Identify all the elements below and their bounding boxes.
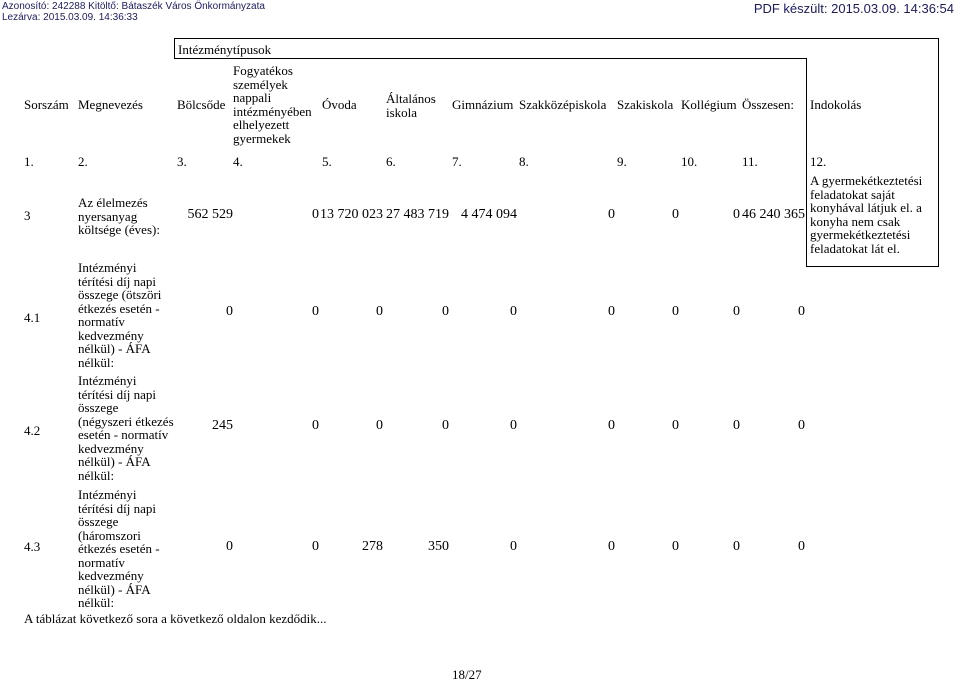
col-header-kollegium: Kollégium: [681, 97, 737, 112]
note-line-6: feladatokat lát el.: [810, 240, 900, 256]
fogyatekos-line-2: személyek: [233, 76, 288, 92]
page-number: 18/27: [452, 667, 482, 682]
row-4-2-name-line-2: térítési díj napi: [78, 386, 156, 402]
col-number-9: 9.: [617, 154, 627, 169]
row-4-3-value-ovoda: 278: [362, 539, 383, 554]
note-column-divider: [806, 58, 807, 266]
row-4-3-value-kollegium: 0: [733, 539, 740, 554]
row-4-1-name-line-3: összege (ötszöri: [78, 287, 162, 302]
row-4-1-name-line-5: normatív: [78, 314, 125, 329]
row-4-2-value-osszesen: 0: [798, 418, 805, 433]
fogyatekos-line-6: gyermekek: [233, 130, 291, 146]
row-4-3-name-line-4: (háromszori: [78, 527, 141, 543]
col-number-1: 1.: [24, 154, 34, 169]
col-number-10: 10.: [681, 154, 698, 169]
row-4-2-name-line-6: kedvezmény: [78, 440, 144, 456]
pdf-created-label: PDF készült: 2015.03.09. 14:36:54: [753, 1, 954, 16]
header-row-divider: [174, 58, 806, 59]
row-4-1-name-line-1: Intézményi: [78, 260, 137, 275]
row-4-2-value-szakkozep: 0: [608, 418, 615, 433]
row-4-1-value-ovoda: 0: [376, 304, 383, 319]
row-4-3-value-gimnazium: 0: [510, 539, 517, 554]
col-number-5: 5.: [322, 154, 332, 169]
row-4-2-name: [78, 374, 174, 482]
note-line-4: konyha nem csak: [810, 213, 901, 229]
row-4-3-name-line-6: normatív: [78, 554, 125, 570]
row-4-2-value-gimnazium: 0: [510, 418, 517, 433]
row-4-3-value-altalanos: 350: [428, 539, 449, 554]
col-number-4: 4.: [233, 154, 243, 169]
row-3-value-gimnazium: 4 474 094: [461, 207, 517, 222]
col-header-altalanos: [386, 92, 436, 119]
row-3-value-altalanos: 27 483 719: [386, 207, 449, 222]
note-box-bottom: [806, 266, 939, 267]
row-4-1-value-osszesen: 0: [798, 304, 805, 319]
row-3-value-ovoda: 13 720 023: [320, 207, 383, 222]
row-4-3-value-fogyatekos: 0: [312, 539, 319, 554]
row-4-3-name-line-1: Intézményi: [78, 487, 137, 502]
row-3-name-line-2: nyersanyag: [78, 208, 138, 224]
row-4-2-value-ovoda: 0: [376, 418, 383, 433]
row-4-1-name-line-4: étkezés esetén -: [78, 300, 160, 316]
row-4-1-name: [78, 261, 161, 369]
table-border-left: [174, 38, 175, 59]
row-4-3-name-line-7: kedvezmény: [78, 568, 144, 583]
row-4-2-value-bolcsode: 245: [212, 418, 233, 433]
row-4-3-number: 4.3: [24, 539, 41, 554]
col-number-7: 7.: [452, 154, 462, 169]
row-4-2-value-altalanos: 0: [442, 418, 449, 433]
group-header-intezmenytipusok: Intézménytípusok: [178, 42, 272, 57]
row-4-3-value-bolcsode: 0: [226, 539, 233, 554]
row-3-value-bolcsode: 562 529: [187, 207, 233, 222]
row-4-3-name-line-2: térítési díj napi: [78, 500, 156, 516]
fogyatekos-line-3: nappali: [233, 90, 272, 105]
col-header-osszesen: Összesen:: [742, 97, 794, 112]
row-3-name: [78, 196, 160, 237]
row-4-1-value-szakkozep: 0: [608, 304, 615, 319]
row-4-3-name-line-3: összege: [78, 514, 119, 529]
row-3-value-szakkozep: 0: [608, 207, 615, 222]
document-id-header: [2, 1, 265, 23]
row-3-name-line-1: Az élelmezés: [78, 195, 148, 210]
row-4-1-value-fogyatekos: 0: [312, 304, 319, 319]
row-3-number: 3: [24, 208, 31, 223]
row-4-2-name-line-8: nélkül:: [78, 467, 115, 483]
table-border-right: [938, 38, 939, 266]
col-header-sorszam: Sorszám: [24, 97, 69, 112]
row-4-1-name-line-8: nélkül:: [78, 354, 115, 370]
row-4-1-name-line-6: kedvezmény: [78, 327, 144, 343]
row-4-2-value-kollegium: 0: [733, 418, 740, 433]
col-header-fogyatekos: [233, 64, 312, 145]
table-border-top: [174, 38, 938, 39]
row-4-2-value-szakiskola: 0: [672, 418, 679, 433]
row-4-2-name-line-5: esetén - normatív: [78, 427, 169, 442]
row-4-1-value-kollegium: 0: [733, 304, 740, 319]
col-header-bolcsode: Bölcsőde: [177, 97, 226, 112]
note-line-3: konyhával látjuk el. a: [810, 200, 922, 215]
col-header-szakkozepiskola: Szakközépiskola: [519, 97, 607, 112]
note-line-2: feladatokat saját: [810, 186, 895, 202]
document-id-line: Azonosító: 242288 Kitöltő: Bátaszék Város Önkormányzata: [2, 1, 265, 12]
row-4-2-name-line-7: nélkül) - ÁFA: [78, 454, 151, 469]
row-4-2-name-line-3: összege: [78, 400, 119, 415]
row-4-3-name-line-8: nélkül) - ÁFA: [78, 581, 151, 597]
row-4-3-value-szakiskola: 0: [672, 539, 679, 554]
continuation-note: A táblázat következő sora a következő oldalon kezdődik...: [24, 611, 327, 626]
col-header-ovoda: Óvoda: [322, 97, 357, 112]
row-4-3-name: [78, 488, 160, 610]
row-4-3-value-szakkozep: 0: [608, 539, 615, 554]
col-number-2: 2.: [78, 154, 88, 169]
col-header-indokolas: Indokolás: [810, 97, 862, 112]
fogyatekos-line-5: elhelyezett: [233, 117, 290, 132]
row-4-1-value-altalanos: 0: [442, 304, 449, 319]
row-3-value-kollegium: 0: [733, 207, 740, 222]
note-line-5: gyermekétkeztetési: [810, 227, 911, 242]
row-4-1-name-line-7: nélkül) - ÁFA: [78, 341, 151, 356]
col-header-gimnazium: Gimnázium: [452, 97, 514, 112]
fogyatekos-line-4: intézményében: [233, 103, 312, 119]
row-4-3-value-osszesen: 0: [798, 539, 805, 554]
col-number-6: 6.: [386, 154, 396, 169]
col-header-szakiskola: Szakiskola: [617, 97, 674, 112]
row-4-2-name-line-1: Intézményi: [78, 373, 137, 388]
altalanos-line-2: iskola: [386, 104, 418, 120]
row-3-value-osszesen: 46 240 365: [742, 207, 805, 222]
col-header-megnevezes: Megnevezés: [78, 97, 143, 112]
col-number-11: 11.: [742, 154, 758, 169]
row-3-value-fogyatekos: 0: [312, 207, 319, 222]
col-number-8: 8.: [519, 154, 529, 169]
col-number-12: 12.: [810, 154, 827, 169]
row-4-2-name-line-4: (négyszeri étkezés: [78, 413, 174, 429]
row-4-1-number: 4.1: [24, 310, 41, 325]
altalanos-line-1: Általános: [386, 91, 436, 106]
row-4-3-name-line-9: nélkül:: [78, 595, 115, 610]
row-4-3-name-line-5: étkezés esetén -: [78, 541, 160, 556]
locked-date-line: Lezárva: 2015.03.09. 14:36:33: [2, 12, 138, 23]
row-4-1-value-szakiskola: 0: [672, 304, 679, 319]
fogyatekos-line-1: Fogyatékos: [233, 63, 293, 78]
row-4-2-number: 4.2: [24, 423, 41, 438]
row-3-indoklas-note: [810, 174, 922, 255]
row-4-1-value-gimnazium: 0: [510, 304, 517, 319]
row-4-2-value-fogyatekos: 0: [312, 418, 319, 433]
row-4-1-value-bolcsode: 0: [226, 304, 233, 319]
row-3-name-line-3: költsége (éves):: [78, 222, 160, 237]
row-3-value-szakiskola: 0: [672, 207, 679, 222]
note-line-1: A gyermekétkeztetési: [810, 173, 923, 188]
row-4-1-name-line-2: térítési díj napi: [78, 273, 156, 289]
col-number-3: 3.: [177, 154, 187, 169]
